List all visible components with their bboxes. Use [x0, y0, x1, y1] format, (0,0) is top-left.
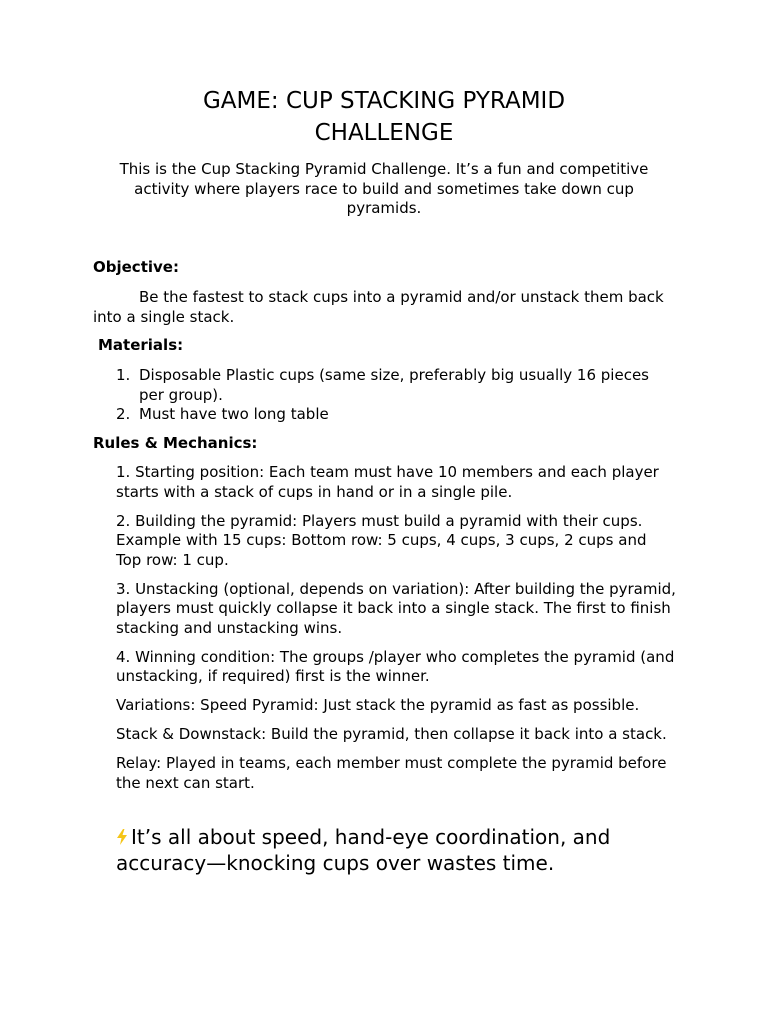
list-number: 2. — [116, 405, 131, 423]
variation-paragraph: Relay: Played in teams, each member must complete the pyramid before the next can start. — [116, 754, 667, 792]
variation-paragraph: Stack & Downstack: Build the pyramid, then collapse it back into a stack. — [116, 725, 667, 743]
list-item-text: Must have two long table — [139, 405, 329, 423]
variations-paragraph: Variations: Speed Pyramid: Just stack the pyramid as fast as possible. — [116, 696, 640, 714]
rule-paragraph: 1. Starting position: Each team must have 10 members and each player starts with a stack of cups in hand or in a single pile. — [116, 463, 659, 501]
materials-heading: Materials: — [98, 336, 184, 354]
document-title: GAME: CUP STACKING PYRAMID CHALLENGE — [202, 88, 566, 146]
closing-statement — [116, 824, 676, 876]
lightning-bolt-icon — [116, 829, 128, 845]
objective-heading: Objective: — [93, 258, 179, 276]
list-item-text: Disposable Plastic cups (same size, preferably big usually 16 pieces per group). — [139, 366, 649, 404]
rules-section — [116, 463, 676, 803]
list-number: 1. — [116, 366, 131, 384]
list-item — [116, 366, 676, 405]
materials-list — [116, 366, 676, 425]
objective-text: Be the fastest to stack cups into a pyramid and/or unstack them back into a single stack. — [93, 288, 664, 326]
rule-paragraph: 4. Winning condition: The groups /player who completes the pyramid (and unstacking, if required) first is the winner. — [116, 647, 675, 685]
rule-paragraph: 3. Unstacking (optional, depends on variation): After building the pyramid, players must quickly collapse it back into a single stack. The first to finish stacking and unstacking wins. — [116, 579, 676, 637]
list-item — [116, 405, 676, 425]
intro-paragraph: This is the Cup Stacking Pyramid Challenge. It’s a fun and competitive activity where players race to build and sometimes take down cup pyramids. — [119, 160, 649, 217]
rule-paragraph: 2. Building the pyramid: Players must build a pyramid with their cups. Example with 15 cups: Bottom row: 5 cups, 4 cups, 3 cups, 2 cups and Top row: 1 cup. — [116, 511, 647, 569]
closing-text: It’s all about speed, hand-eye coordination, and accuracy—knocking cups over wastes time. — [116, 825, 611, 875]
rules-heading: Rules & Mechanics: — [93, 434, 258, 452]
